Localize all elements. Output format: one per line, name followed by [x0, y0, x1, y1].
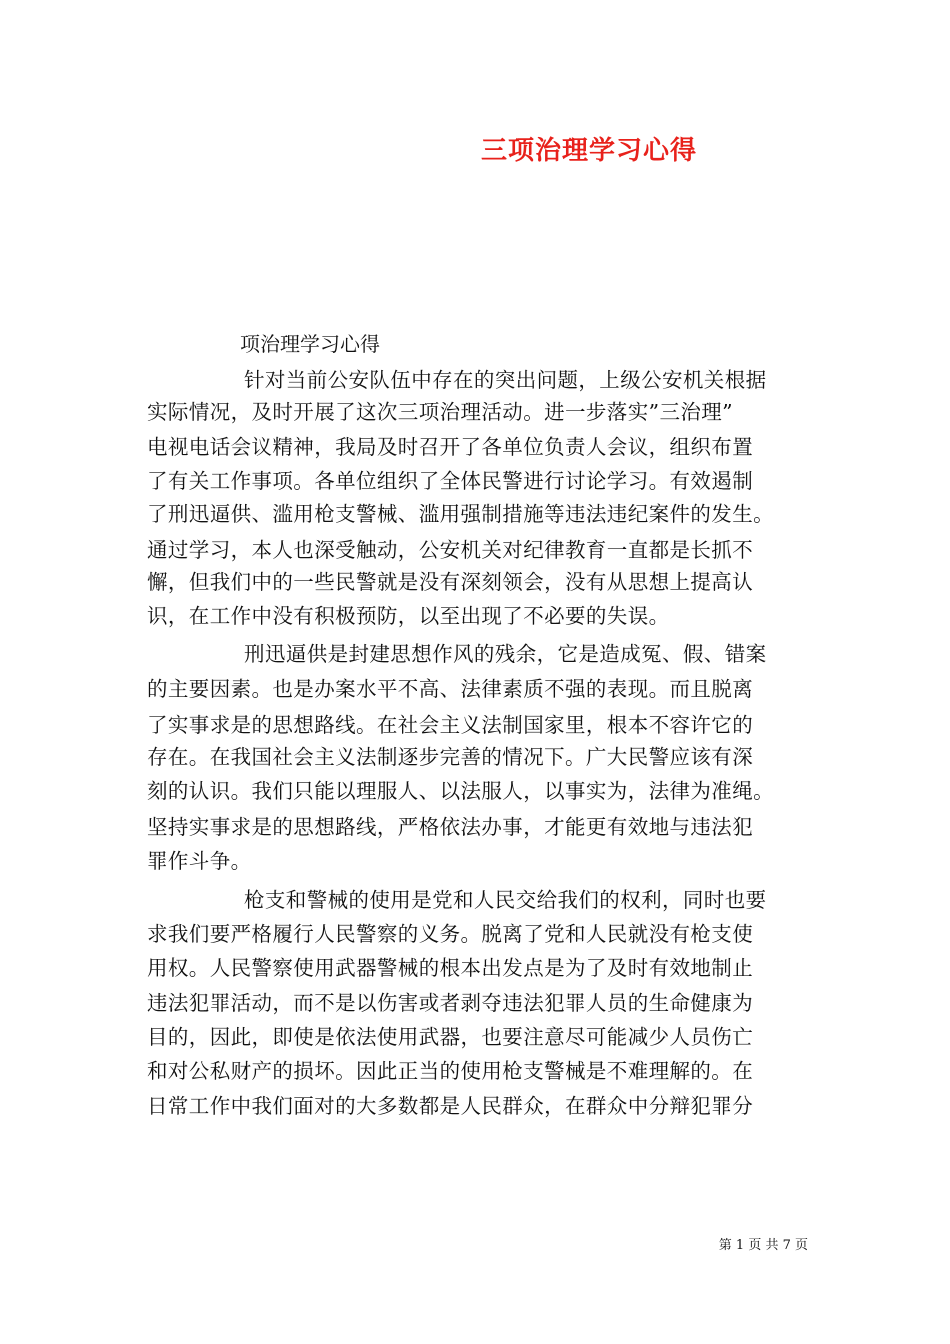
body-line: 存在。在我国社会主义法制逐步完善的情况下。广大民警应该有深	[147, 745, 754, 769]
page-footer: 第 1 页 共 7 页	[718, 1238, 808, 1253]
document-subtitle: 项治理学习心得	[240, 332, 380, 356]
body-line: 坚持实事求是的思想路线，严格依法办事，才能更有效地与违法犯	[147, 815, 754, 839]
body-line: 刑迅逼供是封建思想作风的残余，它是造成冤、假、错案	[244, 642, 767, 666]
body-line: 了刑迅逼供、滥用枪支警械、滥用强制措施等违法违纪案件的发生。	[147, 502, 774, 526]
body-line: 日常工作中我们面对的大多数都是人民群众，在群众中分辩犯罪分	[147, 1094, 754, 1118]
body-line: 针对当前公安队伍中存在的突出问题，上级公安机关根据	[244, 368, 767, 392]
body-line: 罪作斗争。	[147, 849, 252, 873]
body-line: 求我们要严格履行人民警察的义务。脱离了党和人民就没有枪支使	[147, 922, 754, 946]
body-line: 违法犯罪活动，而不是以伤害或者剥夺违法犯罪人员的生命健康为	[147, 991, 754, 1015]
body-line: 目的，因此，即使是依法使用武器，也要注意尽可能减少人员伤亡	[147, 1025, 754, 1049]
body-line: 识，在工作中没有积极预防，以至出现了不必要的失误。	[147, 604, 670, 628]
body-line: 电视电话会议精神，我局及时召开了各单位负责人会议，组织布置	[147, 435, 754, 459]
body-line: 通过学习，本人也深受触动，公安机关对纪律教育一直都是长抓不	[147, 538, 754, 562]
body-line: 用权。人民警察使用武器警械的根本出发点是为了及时有效地制止	[147, 956, 754, 980]
body-line: 懈，但我们中的一些民警就是没有深刻领会，没有从思想上提高认	[147, 570, 754, 594]
body-line: 实际情况，及时开展了这次三项治理活动。进一步落实”三治理”	[147, 400, 734, 424]
document-title: 三项治理学习心得	[480, 136, 697, 166]
body-line: 了实事求是的思想路线。在社会主义法制国家里，根本不容许它的	[147, 713, 754, 737]
body-line: 枪支和警械的使用是党和人民交给我们的权利，同时也要	[244, 888, 767, 912]
body-line: 和对公私财产的损坏。因此正当的使用枪支警械是不难理解的。在	[147, 1059, 754, 1083]
body-line: 的主要因素。也是办案水平不高、法律素质不强的表现。而且脱离	[147, 677, 754, 701]
body-line: 了有关工作事项。各单位组织了全体民警进行讨论学习。有效遏制	[147, 469, 754, 493]
body-line: 刻的认识。我们只能以理服人、以法服人，以事实为，法律为准绳。	[147, 779, 774, 803]
